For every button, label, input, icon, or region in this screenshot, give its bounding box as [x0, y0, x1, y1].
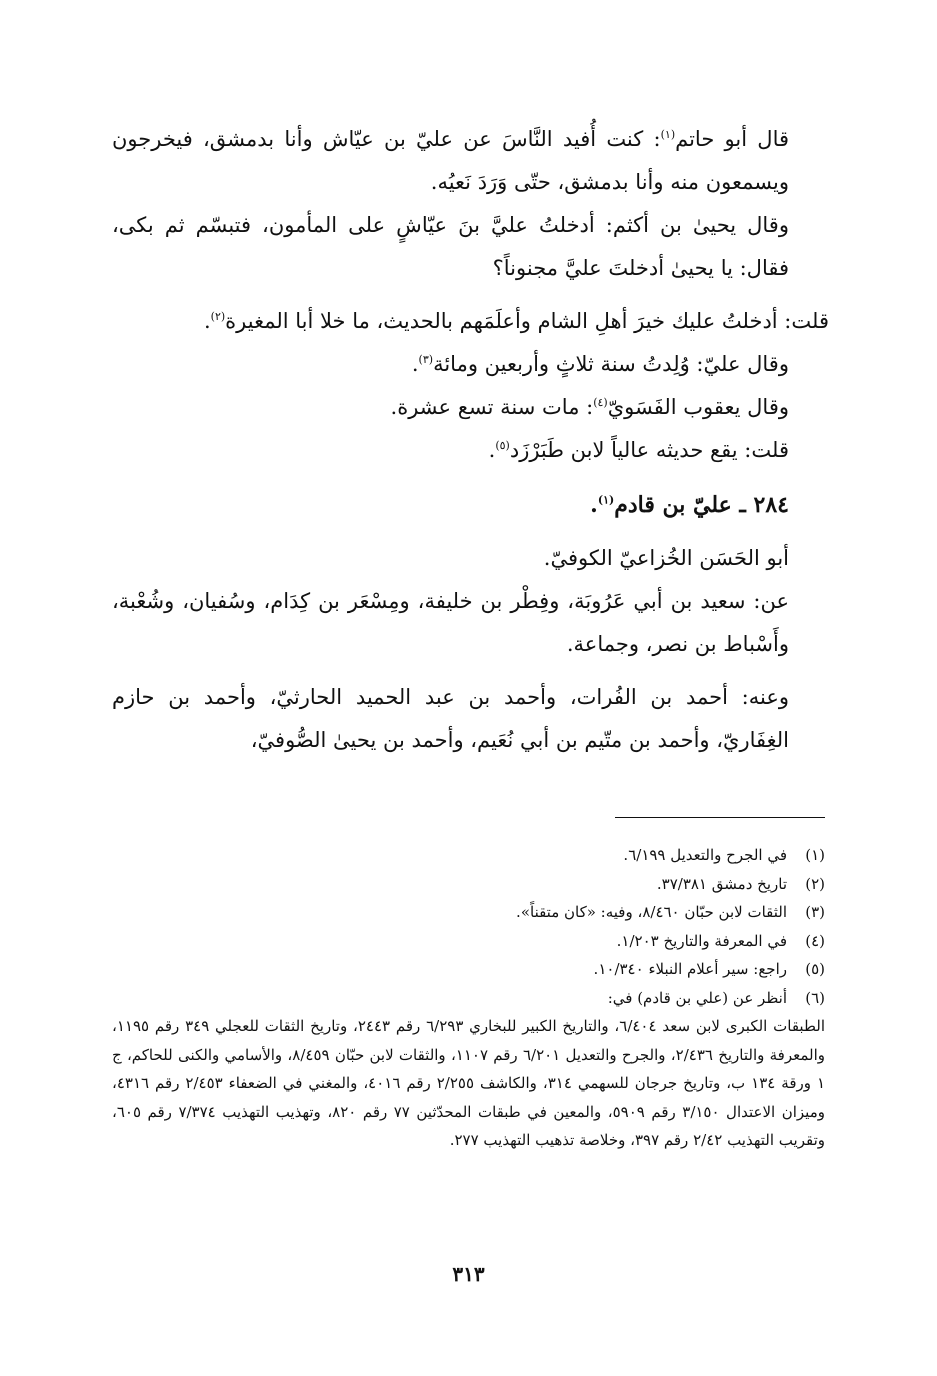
paragraph-4-end: .: [411, 352, 419, 376]
paragraph-5-text: وقال يعقوب الفَسَويّ: [607, 395, 789, 419]
footnote-1: [112, 841, 825, 870]
footnote-text: تاريخ دمشق ٣٧/٣٨١.: [656, 874, 787, 893]
footnote-divider: [615, 817, 825, 818]
footnote-4: [112, 927, 825, 956]
footnotes: [112, 841, 825, 1155]
paragraph-6-end: .: [488, 438, 496, 462]
paragraph-1: [112, 118, 829, 204]
footnote-number: (٥): [805, 960, 825, 978]
footnote-ref-2[interactable]: (٢): [210, 310, 226, 323]
paragraph-3-text: قلت: أدخلتُ عليك خيرَ أهلِ الشام وأعلَمَهم بالحديث، ما خلا أبا المغيرة: [225, 309, 829, 333]
paragraph-2: وقال يحيىٰ بن أكثم: أدخلتُ عليَّ بنَ عيّاشٍ على المأمون، فتبسّم ثم بكى، فقال: يا يحيىٰ أدخلتَ عليَّ مجنوناً؟: [112, 213, 789, 280]
footnote-text: الثقات لابن حبّان ٨/٤٦٠، وفيه: «كان متقناً».: [516, 903, 787, 921]
footnote-ref-3[interactable]: (٣): [418, 353, 434, 366]
paragraph-6: [112, 429, 829, 472]
footnote-ref-4[interactable]: (٤): [593, 396, 608, 409]
footnote-text: في المعرفة والتاريخ ١/٢٠٣.: [616, 931, 787, 950]
page-number: ٣١٣: [452, 1262, 485, 1286]
paragraph-5-rest: : مات سنة تسع عشرة.: [390, 395, 594, 419]
paragraph-students: وعنه: أحمد بن الفُرات، وأحمد بن عبد الحميد الحارثيّ، وأحمد بن حازم الغِفَاريّ، وأحمد بن متّيم بن أبي نُعَيم، وأحمد بن يحيىٰ الصُّوفيّ،: [112, 685, 789, 752]
footnote-ref-1[interactable]: (١): [660, 128, 676, 141]
footnote-number: (١): [805, 846, 825, 864]
footnote-number: (٣): [805, 903, 825, 921]
paragraph-1-rest: : كنت أُفيد النَّاسَ عن عليّ بن عيّاش وأنا بدمشق، فيخرجون ويسمعون منه وأنا بدمشق، حتّى وَرَدَ نَعيُه.: [112, 127, 789, 194]
entry-number: ٢٨٤: [753, 492, 789, 518]
entry-name: ـ عليّ بن قادم: [614, 492, 754, 518]
paragraph-3-end: .: [203, 309, 211, 333]
paragraph-4: [112, 343, 829, 386]
footnote-number: (٤): [805, 931, 825, 950]
footnote-text: أنظر عن (علي بن قادم) في:: [607, 988, 787, 1007]
main-text: [112, 118, 829, 762]
entry-heading-end: .: [590, 492, 598, 518]
entry-heading: [112, 484, 829, 527]
footnote-2: [112, 870, 825, 899]
paragraph-4-text: وقال عليّ: وُلِدتُ سنة ثلاثٍ وأربعين ومائة: [433, 352, 789, 376]
footnote-ref-5[interactable]: (٥): [495, 439, 510, 452]
paragraph-1-start: قال أبو حاتم: [675, 127, 790, 151]
paragraph-5: [112, 386, 829, 429]
footnote-ref-6[interactable]: (١): [597, 493, 615, 507]
paragraph-3: [112, 300, 829, 343]
footnote-6: [112, 984, 825, 1013]
footnote-number: (٦): [805, 988, 825, 1007]
footnote-6-sources: الطبقات الكبرى لابن سعد ٦/٤٠٤، والتاريخ الكبير للبخاري ٦/٢٩٣ رقم ٢٤٤٣، وتاريخ الثقات للعجلي ٣٤٩ رقم ١١٩٥، والمعرفة والتاريخ ٢/٤٣٦، والجرح والتعديل ٦/٢٠١ رقم ١١٠٧، والثقات لابن حبّان ٨/٤٥٩، والأسامي والكنى للحاكم، ج ١ ورقة ١٣٤ ب، وتاريخ جرجان للسهمي ٣١٤، والكاشف ٢/٢٥٥ رقم ٤٠١٦، والمغني في الضعفاء ٢/٤٥٣ رقم ٤٣١٦، وميزان الاعتدال ٣/١٥٠ رقم ٥٩٠٩، والمعين في طبقات المحدّثين ٧٧ رقم ٨٢٠، وتهذيب التهذيب ٧/٣٧٤ رقم ٦٠٥، وتقريب التهذيب ٢/٤٢ رقم ٣٩٧، وخلاصة تذهيب التهذيب ٢٧٧.: [112, 1017, 826, 1149]
footnote-3: [112, 898, 825, 927]
footnote-5: [112, 955, 825, 984]
footnote-text: راجع: سير أعلام النبلاء ١٠/٣٤٠.: [593, 960, 787, 978]
paragraph-6-text: قلت: يقع حديثه عالياً لابن طَبَرْزَد: [509, 438, 789, 462]
paragraph-kunya: أبو الحَسَن الخُزاعيّ الكوفيّ.: [543, 546, 789, 570]
paragraph-teachers: عن: سعيد بن أبي عَرُوبَة، وفِطْر بن خليفة، ومِسْعَر بن كِدَام، وسُفيان، وشُعْبة، وأَسْباط بن نصر، وجماعة.: [112, 589, 789, 656]
footnote-text: في الجرح والتعديل ٦/١٩٩.: [623, 846, 787, 864]
footnote-number: (٢): [805, 874, 825, 893]
